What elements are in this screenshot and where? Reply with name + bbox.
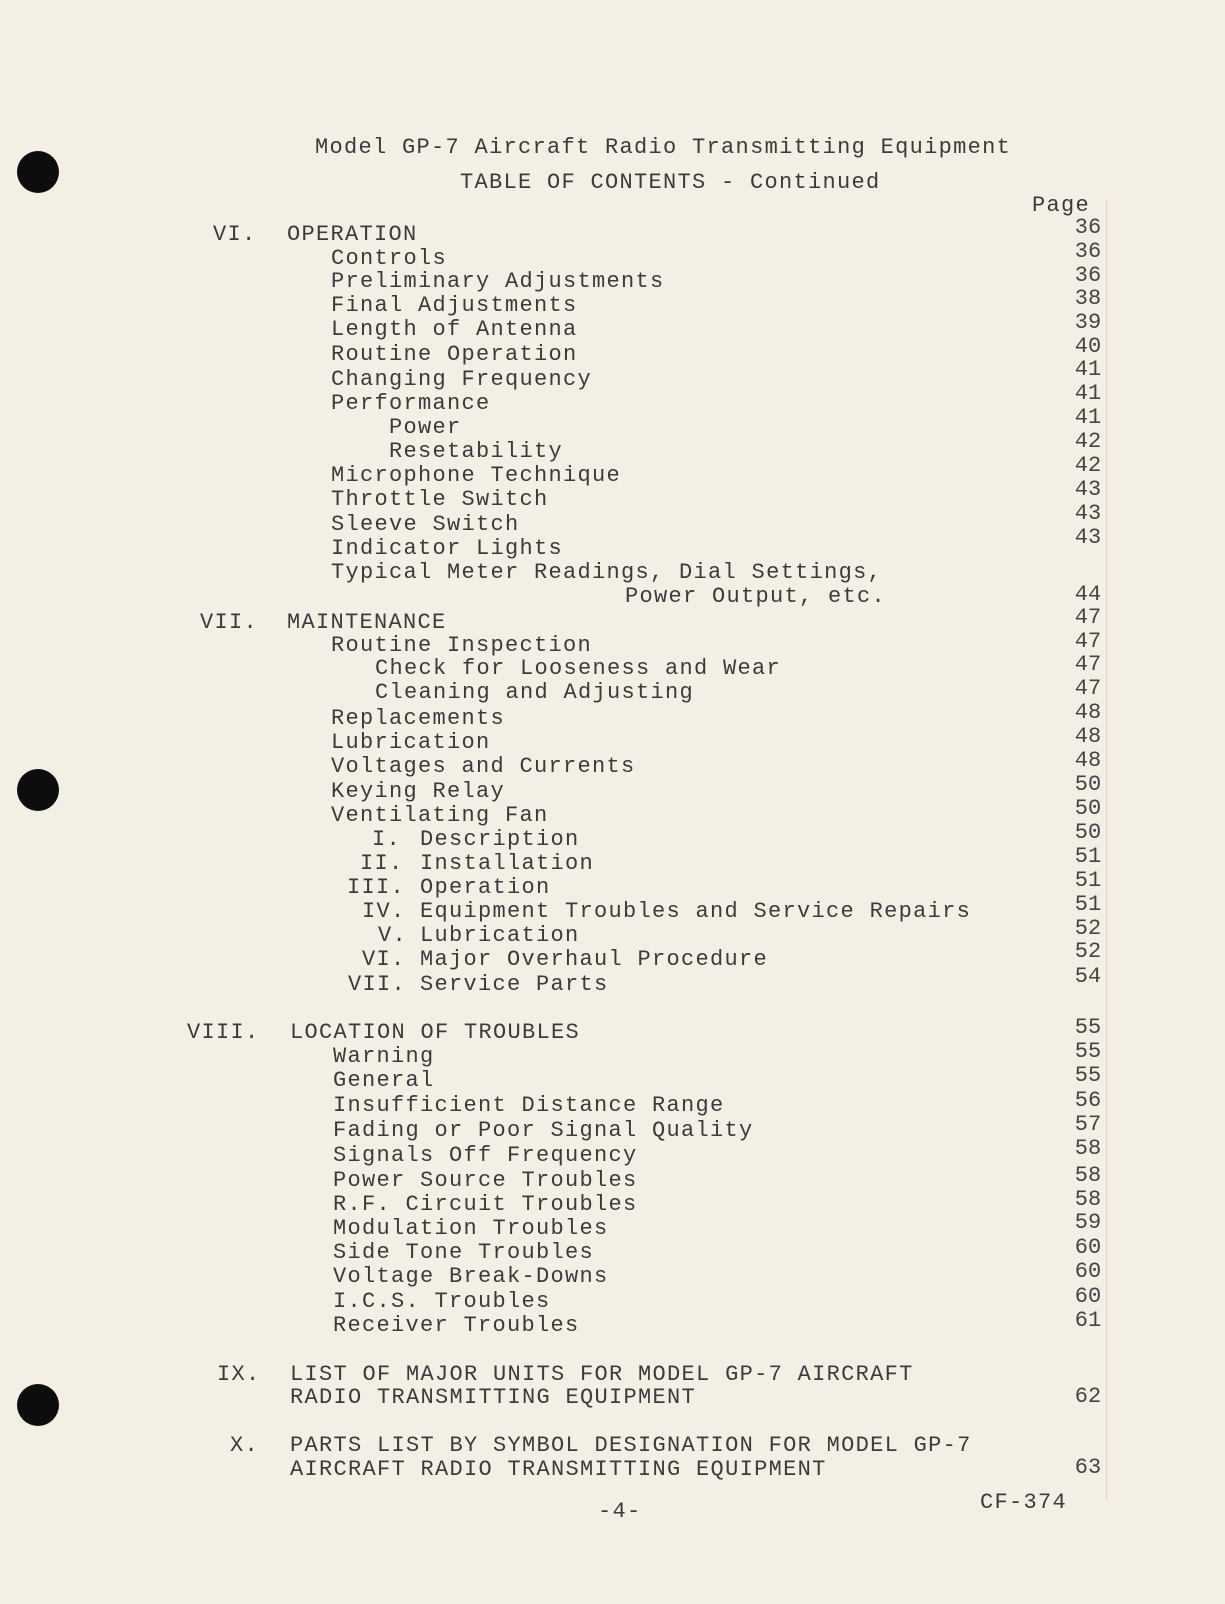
entry-page-number: 60: [1074, 1284, 1102, 1309]
entry-title: Voltage Break-Downs: [333, 1264, 609, 1289]
entry-numeral: VI.: [213, 222, 257, 247]
entry-title: Receiver Troubles: [333, 1313, 580, 1338]
entry-numeral: VI.: [362, 947, 406, 972]
entry-title: General: [333, 1068, 435, 1093]
entry-page-number: 42: [1074, 429, 1102, 454]
entry-page-number: 58: [1074, 1163, 1102, 1188]
entry-title: Check for Looseness and Wear: [375, 656, 782, 681]
entry-title: Keying Relay: [331, 779, 506, 804]
entry-page-number: 36: [1074, 215, 1102, 240]
entry-title-continued: RADIO TRANSMITTING EQUIPMENT: [290, 1385, 697, 1410]
entry-page-number: 38: [1074, 286, 1102, 311]
entry-page-number: 63: [1074, 1455, 1102, 1480]
entry-page-number: 47: [1074, 605, 1102, 630]
entry-title: Fading or Poor Signal Quality: [333, 1118, 754, 1143]
entry-page-number: 59: [1074, 1210, 1102, 1235]
entry-page-number: 43: [1074, 477, 1102, 502]
entry-title: Routine Operation: [331, 342, 578, 367]
entry-title: Final Adjustments: [331, 293, 578, 318]
entry-page-number: 41: [1074, 357, 1102, 382]
entry-title: Controls: [331, 246, 448, 271]
entry-page-number: 39: [1074, 310, 1102, 335]
entry-title: Indicator Lights: [331, 536, 564, 561]
entry-title: Preliminary Adjustments: [331, 269, 665, 294]
entry-page-number: 47: [1074, 652, 1102, 677]
entry-title: Insufficient Distance Range: [333, 1093, 725, 1118]
page-column-label: Page: [1032, 193, 1091, 218]
entry-title: Modulation Troubles: [333, 1216, 609, 1241]
entry-page-number: 55: [1074, 1039, 1102, 1064]
entry-title: Installation: [420, 851, 595, 876]
entry-title: Routine Inspection: [331, 633, 593, 658]
entry-title: Service Parts: [420, 972, 609, 997]
entry-page-number: 42: [1074, 453, 1102, 478]
entry-page-number: 60: [1074, 1259, 1102, 1284]
entry-page-number: 47: [1074, 676, 1102, 701]
page-number: -4-: [598, 1499, 642, 1524]
entry-page-number: 43: [1074, 525, 1102, 550]
entry-numeral: IX.: [217, 1362, 261, 1387]
entry-page-number: 52: [1074, 939, 1102, 964]
entry-page-number: 51: [1074, 844, 1102, 869]
entry-title: R.F. Circuit Troubles: [333, 1192, 638, 1217]
entry-page-number: 50: [1074, 820, 1102, 845]
entry-title-continued: Power Output, etc.: [625, 584, 887, 609]
document-title: Model GP-7 Aircraft Radio Transmitting Equipment: [315, 135, 1012, 160]
entry-page-number: 44: [1074, 582, 1102, 607]
document-code: CF-374: [980, 1490, 1068, 1515]
entry-page-number: 50: [1074, 796, 1102, 821]
entry-title: Power: [389, 415, 462, 440]
entry-title: Major Overhaul Procedure: [420, 947, 769, 972]
entry-title: Changing Frequency: [331, 367, 593, 392]
entry-page-number: 43: [1074, 501, 1102, 526]
entry-title: Lubrication: [420, 923, 580, 948]
entry-numeral: VIII.: [187, 1020, 260, 1045]
entry-title: Microphone Technique: [331, 463, 622, 488]
entry-title: Description: [420, 827, 580, 852]
entry-title: Lubrication: [331, 730, 491, 755]
entry-title: Typical Meter Readings, Dial Settings,: [331, 560, 883, 585]
entry-page-number: 48: [1074, 700, 1102, 725]
binder-hole: [17, 769, 59, 811]
entry-title: Sleeve Switch: [331, 512, 520, 537]
entry-title: Cleaning and Adjusting: [375, 680, 695, 705]
entry-title-continued: AIRCRAFT RADIO TRANSMITTING EQUIPMENT: [290, 1457, 827, 1482]
entry-numeral: IV.: [362, 899, 406, 924]
entry-numeral: II.: [360, 851, 404, 876]
entry-title: Power Source Troubles: [333, 1168, 638, 1193]
entry-page-number: 58: [1074, 1187, 1102, 1212]
entry-page-number: 51: [1074, 868, 1102, 893]
entry-page-number: 61: [1074, 1308, 1102, 1333]
entry-page-number: 56: [1074, 1088, 1102, 1113]
binder-hole: [17, 1384, 59, 1426]
entry-title: Ventilating Fan: [331, 803, 549, 828]
entry-title: OPERATION: [287, 222, 418, 247]
entry-numeral: X.: [230, 1433, 260, 1458]
entry-title: I.C.S. Troubles: [333, 1289, 551, 1314]
entry-title: LOCATION OF TROUBLES: [290, 1020, 581, 1045]
entry-page-number: 40: [1074, 334, 1102, 359]
entry-page-number: 55: [1074, 1063, 1102, 1088]
entry-numeral: VII.: [200, 610, 259, 635]
entry-title: Equipment Troubles and Service Repairs: [420, 899, 972, 924]
entry-page-number: 58: [1074, 1136, 1102, 1161]
entry-page-number: 52: [1074, 916, 1102, 941]
entry-title: Length of Antenna: [331, 317, 578, 342]
binder-hole: [17, 151, 59, 193]
entry-page-number: 36: [1074, 263, 1102, 288]
entry-numeral: I.: [372, 827, 402, 852]
entry-page-number: 41: [1074, 381, 1102, 406]
entry-page-number: 36: [1074, 239, 1102, 264]
entry-numeral: V.: [378, 923, 408, 948]
entry-page-number: 48: [1074, 748, 1102, 773]
entry-title: Throttle Switch: [331, 487, 549, 512]
entry-title: Resetability: [389, 439, 564, 464]
entry-page-number: 51: [1074, 892, 1102, 917]
entry-page-number: 50: [1074, 772, 1102, 797]
entry-title: Side Tone Troubles: [333, 1240, 595, 1265]
entry-title: Replacements: [331, 706, 506, 731]
entry-page-number: 62: [1074, 1384, 1102, 1409]
entry-title: Signals Off Frequency: [333, 1143, 638, 1168]
entry-title: Performance: [331, 391, 491, 416]
entry-page-number: 57: [1074, 1112, 1102, 1137]
entry-title: Warning: [333, 1044, 435, 1069]
entry-page-number: 48: [1074, 724, 1102, 749]
entry-title: MAINTENANCE: [287, 610, 447, 635]
entry-numeral: III.: [347, 875, 406, 900]
entry-title: Voltages and Currents: [331, 754, 636, 779]
entry-page-number: 54: [1074, 964, 1102, 989]
entry-page-number: 41: [1074, 405, 1102, 430]
entry-numeral: VII.: [348, 972, 407, 997]
section-subtitle: TABLE OF CONTENTS - Continued: [460, 170, 881, 195]
entry-page-number: 47: [1074, 629, 1102, 654]
entry-page-number: 55: [1074, 1015, 1102, 1040]
entry-title: PARTS LIST BY SYMBOL DESIGNATION FOR MODEL GP-7: [290, 1433, 972, 1458]
entry-page-number: 60: [1074, 1235, 1102, 1260]
entry-title: Operation: [420, 875, 551, 900]
entry-title: LIST OF MAJOR UNITS FOR MODEL GP-7 AIRCRAFT: [290, 1362, 914, 1387]
